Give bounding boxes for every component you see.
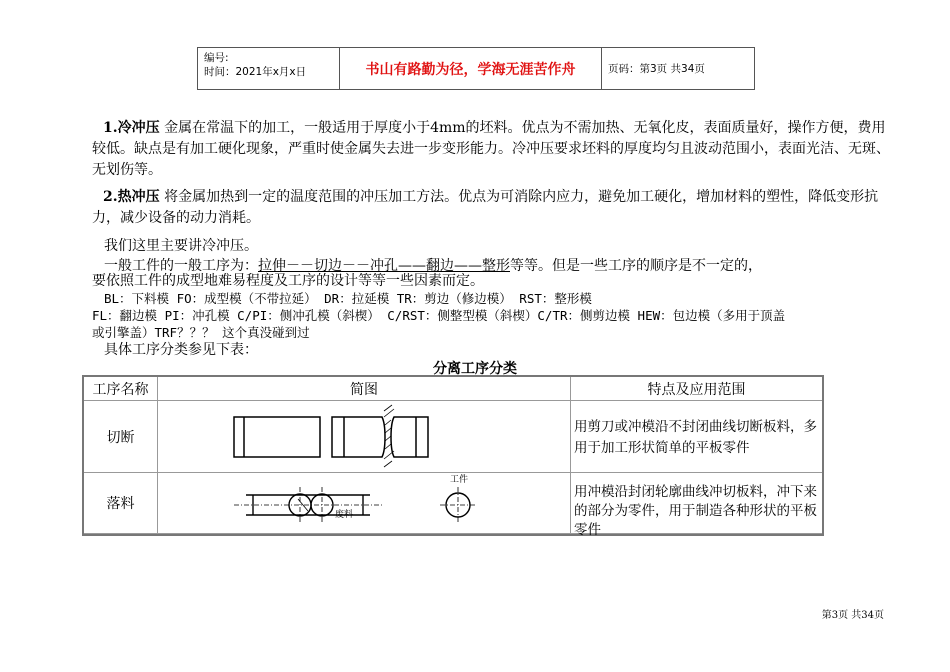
blanking-diagram bbox=[158, 473, 570, 533]
text-line-abbrev: FL：翻边模 PI：冲孔模 C/PI：侧冲孔模（斜楔） C/RST：侧整型模（斜楔）C/TR：侧剪边模 HEW：包边模（多用于顶盖 bbox=[92, 308, 786, 323]
sheet-piece-left bbox=[332, 417, 385, 457]
sheet-piece-right bbox=[391, 417, 428, 457]
text-line: 要依照工件的成型地难易程度及工序的设计等等一些因素而定。 bbox=[92, 273, 484, 289]
header-meta bbox=[198, 48, 340, 89]
text-line-abbrev: 或引擎盖）TRF？？？ 这个真没碰到过 bbox=[92, 325, 310, 340]
header-cell: 特点及应用范围 bbox=[571, 377, 822, 401]
paragraph-title: 2.热冲压 bbox=[103, 189, 160, 205]
paragraph-text: 将金属加热到一定的温度范围的冲压加工方法。优点为可消除内应力，避免加工硬化，增加材料的塑性，降低变形抗力，减少设备的动力消耗。 bbox=[92, 189, 879, 226]
text-line: 具体工序分类参见下表： bbox=[104, 342, 258, 358]
text-segment: 等等。但是一些工序的顺序是不一定的， bbox=[510, 258, 762, 274]
process-description: 用剪刀或冲模沿不封闭曲线切断板料，多用于加工形状简单的平板零件 bbox=[571, 401, 822, 473]
paragraph-hot-stamping bbox=[92, 187, 892, 229]
sheet-before bbox=[234, 417, 320, 457]
text-line-abbrev: BL：下料模 FO：成型模（不带拉延） DR：拉延模 TR：剪边（修边模） RST：整形模 bbox=[104, 291, 592, 306]
process-table bbox=[82, 375, 824, 536]
text-segment: 一般工件的一般工序为： bbox=[104, 258, 258, 274]
header-cell: 简图 bbox=[158, 377, 571, 401]
table-header-row bbox=[84, 377, 822, 401]
paragraph-title: 1.冷冲压 bbox=[103, 120, 160, 136]
time-label: 时间：2021年x月x日 bbox=[204, 66, 307, 78]
table-title: 分离工序分类 bbox=[433, 361, 517, 377]
process-name: 切断 bbox=[84, 401, 158, 473]
paragraph-text: 金属在常温下的加工，一般适用于厚度小于4mm的坯料。优点为不需加热、无氧化皮，表面质量好，操作方便，费用较低。缺点是有加工硬化现象，严重时使金属失去进一步变形能力。冷冲压要求坯料的厚度均匀且波动范围小，表面光洁、无斑、无划伤等。 bbox=[92, 120, 890, 178]
process-name: 落料 bbox=[84, 473, 158, 534]
center-lines bbox=[234, 487, 476, 523]
header-cell: 工序名称 bbox=[84, 377, 158, 401]
diagram-cell bbox=[158, 473, 571, 534]
scrap-label: 废料 bbox=[335, 510, 354, 520]
table-row bbox=[84, 473, 822, 538]
underlined-process: 拉伸－－切边－－冲孔——翻边——整形 bbox=[258, 258, 510, 274]
cutting-diagram bbox=[158, 401, 570, 472]
paragraph-cold-stamping bbox=[92, 118, 892, 181]
process-description: 用冲模沿封闭轮廓曲线冲切板料，冲下来的部分为零件，用于制造各种形状的平板零件 bbox=[571, 473, 822, 534]
part-label: 工件 bbox=[450, 475, 469, 485]
number-label: 编号: bbox=[204, 52, 229, 64]
page-footer: 第3页 共34页 bbox=[821, 610, 884, 621]
header-motto: 书山有路勤为径，学海无涯苦作舟 bbox=[340, 48, 602, 89]
table-row bbox=[84, 401, 822, 473]
text-line: 我们这里主要讲冷冲压。 bbox=[104, 238, 258, 254]
header-page-code: 页码：第3页 共34页 bbox=[608, 63, 705, 75]
diagram-cell bbox=[158, 401, 571, 473]
page-header bbox=[197, 47, 755, 90]
